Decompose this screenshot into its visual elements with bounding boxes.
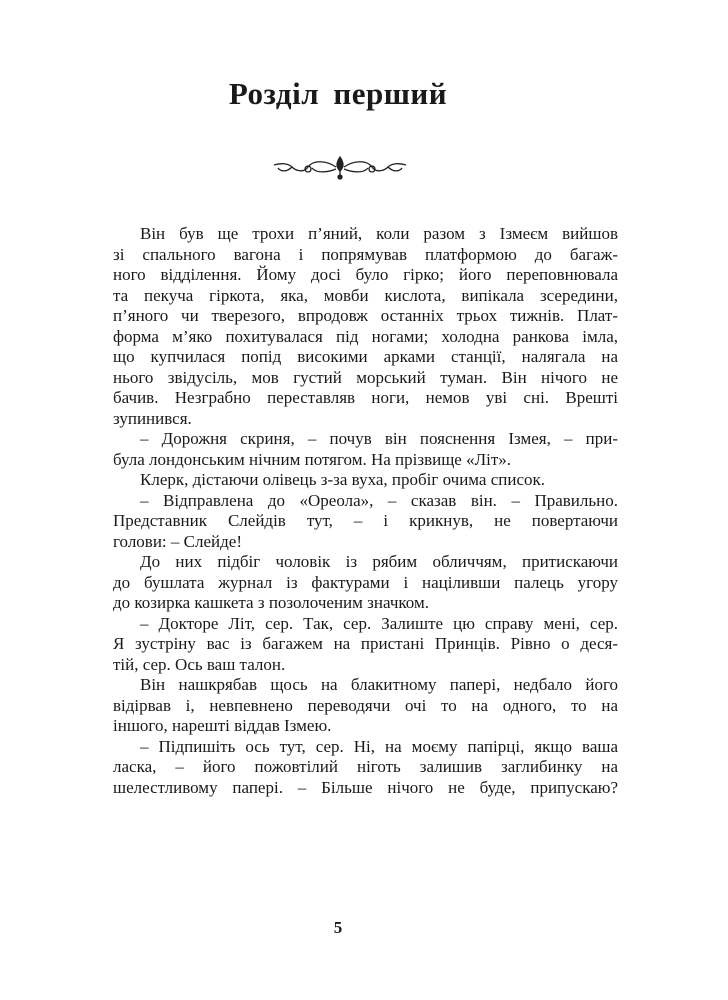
text-line: та пекуча гіркота, яка, мовби кислота, випікала зсередини,: [113, 285, 618, 305]
text-line: – Відправлена до «Ореола», – сказав він. – Правильно.: [140, 490, 618, 510]
text-line: іншого, нарешті віддав Ізмею.: [113, 716, 332, 735]
text-line: До них підбіг чоловік із рябим обличчям, притискаючи: [140, 552, 618, 571]
text-line: – Підпишіть ось тут, сер. Ні, на моєму папірці, якщо ваша: [140, 736, 618, 756]
text-line: тій, сер. Ось ваш талон.: [113, 654, 286, 674]
fleuron-ornament-icon: [272, 155, 408, 181]
chapter-body-text: [113, 224, 618, 798]
text-line: до бушлата журнал із фактурами і націливши палець угору: [113, 572, 618, 592]
text-line: голови: – Слейде!: [113, 531, 242, 551]
text-line: п’яного чи тверезого, впродовж останніх трьох тижнів. Плат-: [113, 306, 618, 325]
text-line: ласка, – його пожовтілий ніготь залишив заглибинку на: [113, 757, 618, 776]
text-line: ного відділення. Йому досі було гірко; його переповнювала: [113, 265, 618, 284]
text-line: Він був ще трохи п’яний, коли разом з Ізмеєм вийшов: [140, 224, 618, 243]
text-line: що купчилася попід високими арками станції, налягала на: [113, 347, 618, 366]
text-line: зі спального вагона і попрямував платформою до багаж-: [113, 244, 618, 264]
text-line: шелестливому папері. – Більше нічого не буде, припускаю?: [113, 777, 618, 797]
text-line: відірвав і, невпевнено переводячи очі то на одного, то на: [113, 695, 618, 715]
text-line: – Докторе Літ, сер. Так, сер. Залиште цю справу мені, сер.: [140, 613, 618, 633]
text-line: до козирка кашкета з позолоченим значком.: [113, 593, 429, 612]
text-line: бачив. Незграбно переставляв ноги, немов уві сні. Врешті: [113, 388, 618, 407]
text-line: форма м’яко похитувалася під ногами; холодна ранкова імла,: [113, 326, 618, 346]
text-line: Він нашкрябав щось на блакитному папері, недбало його: [140, 675, 618, 694]
text-line: Клерк, дістаючи олівець з-за вуха, пробіг очима список.: [140, 470, 546, 489]
text-line: Представник Слейдів тут, – і крикнув, не повертаючи: [113, 511, 618, 530]
text-line: – Дорожня скриня, – почув він пояснення Ізмея, – при-: [140, 429, 618, 448]
text-line: нього звідусіль, мов густий морський туман. Він нічого не: [113, 367, 618, 387]
chapter-title: Розділ перший: [228, 76, 448, 111]
text-line: зупинився.: [113, 408, 192, 428]
text-line: була лондонським нічним потягом. На прізвище «Літ».: [113, 449, 512, 469]
text-line: Я зустріну вас із багажем на пристані Принців. Рівно о деся-: [113, 634, 618, 653]
page-number: 5: [333, 918, 343, 937]
